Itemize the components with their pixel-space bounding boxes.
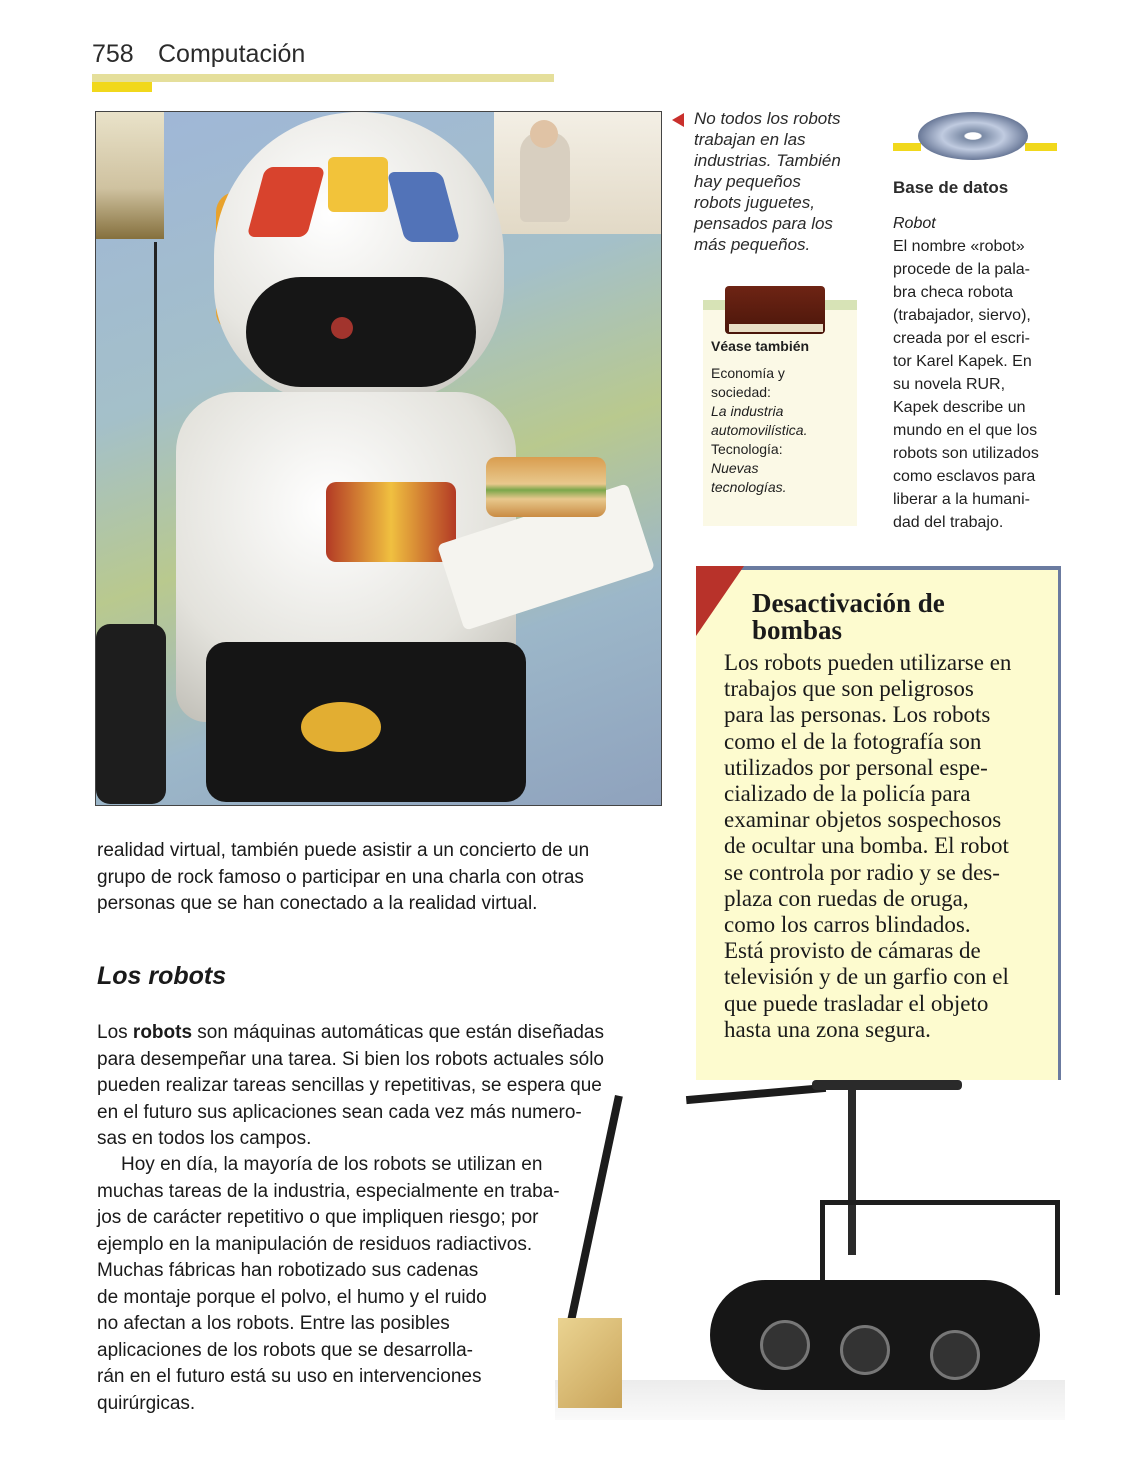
see-also-title: Véase también [711,338,810,354]
body-paragraph-1: realidad virtual, también puede asistir a un concierto de un grupo de rock famoso o participar en una charla con otras personas que se han conectado a la realidad virtual. [97,840,590,914]
robot-logo [301,702,381,752]
caption-arrow-icon [672,113,684,127]
compact-disc-icon [918,112,1028,160]
child-inset-image [494,112,661,234]
wheel-icon [930,1330,980,1380]
database-term: Robot [893,215,936,232]
wheel-icon [840,1325,890,1375]
bomb-box-text: Los robots pueden utilizarse en trabajos que son peligrosos para las personas. Los robots como el de la fotografía son utilizados por personal espe- cializado de la policía para examinar objetos sospechosos de ocultar una bomba. El robot se controla por radio y se des- plaza con ruedas de oruga, como los carros blindados. Está provisto de cámaras de televisión y de un garfio con el que puede trasladar el objeto hasta una zona segura. [724,650,1012,1042]
box-inset-image [96,112,164,239]
photo-caption: No todos los robots trabajan en las industrias. También hay pequeños robots juguetes, pensados para los más pequeños. [694,109,841,254]
section-title: Computación [158,40,306,68]
see-also-box [703,300,857,526]
section-heading: Los robots [97,962,227,990]
robot-visor [246,277,476,387]
page-number: 758 [92,40,134,68]
body-paragraph-2: Los robots son máquinas automáticas que están diseñadas para desempeñar una tarea. Si bien los robots actuales sólo pueden realizar tareas sencillas y repetitivas, se espera que en el futuro sus aplicaciones sean cada vez más numero- sas en todos los campos. [97,1022,604,1149]
see-also-list: Economía y sociedad: La industria automovilística. Tecnología: Nuevas tecnologías. [711,365,808,495]
toy-robot-photo [95,111,662,806]
bomb-box-title: Desactivación de bombas [752,588,945,645]
header-accent-rule [92,82,152,92]
header-rule [92,74,554,82]
box-corner-accent [696,566,744,636]
body-paragraph-3: Hoy en día, la mayoría de los robots se utilizan en muchas tareas de la industria, especialmente en traba- jos de carácter repetitivo o que impliquen riesgo; por ejemplo en la manipulación de residuos radiactivos. Muchas fábricas han robotizado sus cadenas de montaje porque el polvo, el humo y el ruido no afectan a los robots. Entre las posibles aplicaciones de los robots que se desarrolla- rán en el futuro está su uso en intervenciones quirúrgicas. [97,1154,560,1414]
wheel-icon [760,1320,810,1370]
database-text: Robot El nombre «robot» procede de la pala- bra checa robota (trabajador, siervo), creada por el escri- tor Karel Kapek. En su novela RUR, Kapek describe un mundo en el que los robots son utilizados como esclavos para liberar a la humani- dad del trabajo. [893,212,1068,534]
database-title: Base de datos [893,178,1009,197]
term-robots: robots [132,1022,193,1043]
sandwich [486,457,606,517]
remote-control [96,624,166,804]
